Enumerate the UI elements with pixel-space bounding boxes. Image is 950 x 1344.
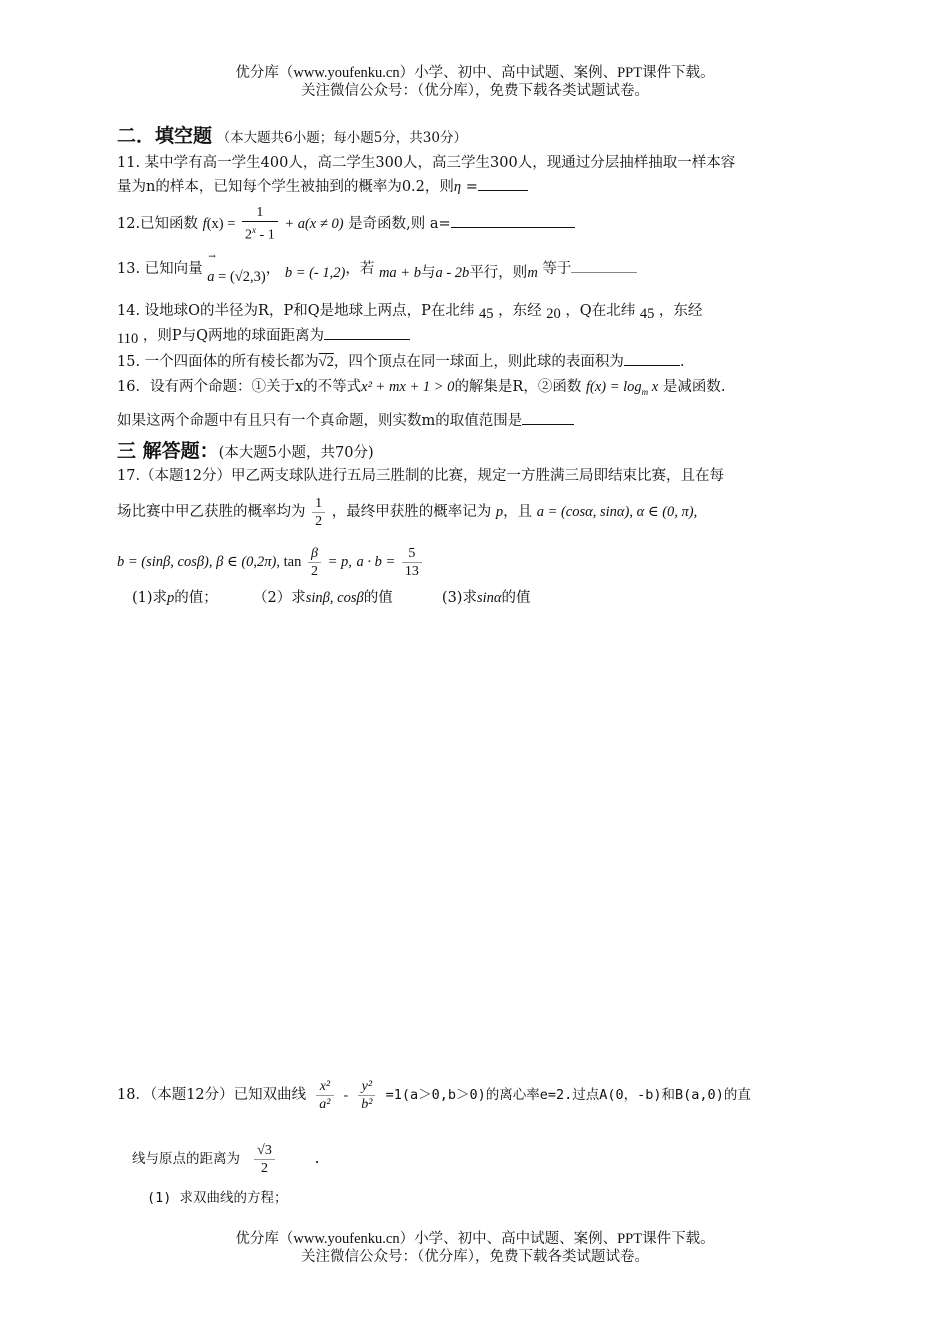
q15-sqrt: √2 bbox=[318, 354, 334, 370]
q13-answer-blank[interactable] bbox=[571, 258, 637, 273]
q12-answer-blank[interactable] bbox=[451, 213, 575, 228]
q14-text-c: ，Q在北纬 bbox=[565, 303, 636, 319]
q14-line-1 bbox=[117, 300, 702, 322]
section2-title: 二．填空题 bbox=[117, 125, 213, 147]
q14-lat2: 45 bbox=[639, 306, 655, 322]
q12-fraction bbox=[242, 204, 278, 244]
q17-text-a: 场比赛中甲乙获胜的概率均为 bbox=[117, 504, 306, 520]
q16-answer-blank[interactable] bbox=[522, 410, 574, 425]
q17-eq-p: = p, bbox=[327, 554, 352, 570]
q15-line bbox=[117, 351, 685, 372]
q16-pre: 16．设有两个命题：①关于x的不等式 bbox=[117, 379, 362, 395]
q16-func: $f(x) = \log_m x$ bbox=[585, 379, 659, 397]
q14-text-d: ，东经 bbox=[658, 303, 703, 319]
q17-text-b: ，最终甲获胜的概率记为 bbox=[331, 504, 492, 520]
q17-parts bbox=[132, 588, 531, 608]
q11-eq: = bbox=[461, 179, 478, 195]
section2-heading bbox=[117, 126, 467, 148]
q13-pingxing: 平行，则 bbox=[469, 265, 528, 281]
q15-end: . bbox=[679, 354, 685, 370]
q12-pre: 12.已知函数 bbox=[117, 215, 199, 232]
q13-yu: 与 bbox=[420, 265, 436, 281]
q17-part2-m: sinβ, cosβ bbox=[305, 590, 364, 606]
q16-text: 如果这两个命题中有且只有一个真命题，则实数m的取值范围是 bbox=[117, 413, 523, 429]
q11-answer-blank[interactable] bbox=[478, 176, 528, 191]
q15-pre: 15. 一个四面体的所有棱长都为 bbox=[117, 354, 319, 370]
q13-pre: 13. 已知向量 bbox=[117, 261, 203, 277]
q14-lat1: 45 bbox=[478, 306, 494, 322]
q15-post: ，四个顶点在同一球面上，则此球的表面积为 bbox=[333, 354, 624, 370]
q14-lon2: 110 bbox=[117, 331, 139, 347]
q14-text-e: ，则P与Q两地的球面距离为 bbox=[142, 328, 324, 344]
q18-pre: 18．（本题12分）已知双曲线 bbox=[117, 1087, 307, 1103]
q14-text-b: ，东经 bbox=[498, 303, 542, 319]
q14-text-a: 14. 设地球O的半径为R，P和Q是地球上两点，P在北纬 bbox=[117, 303, 475, 319]
page-footer bbox=[0, 1230, 950, 1266]
q13-m: m bbox=[527, 265, 538, 281]
header-line-2: 关注微信公众号：（优分库），免费下载各类试题试卷。 bbox=[301, 83, 649, 99]
q16-line-2 bbox=[117, 410, 574, 431]
q16-mid: 的解集是R，②函数 bbox=[454, 379, 582, 395]
q17-half-fraction: $\frac{1}{2}$ bbox=[312, 495, 325, 530]
q13-expr: ma + b bbox=[378, 265, 421, 281]
q14-line-2 bbox=[117, 325, 410, 347]
q18-part1: (1) 求双曲线的方程； bbox=[147, 1190, 288, 1206]
q17-part1-b: 的值； bbox=[174, 590, 218, 606]
q12-numerator: 1 bbox=[256, 205, 264, 220]
q14-answer-blank[interactable] bbox=[324, 325, 410, 340]
footer-line-2: 关注微信公众号：（优分库），免费下载各类试题试卷。 bbox=[301, 1249, 649, 1265]
q17-ratio-fraction: $\frac{5}{13}$ bbox=[402, 545, 422, 580]
q11-line-1: 11. 某中学有高一学生400人，高二学生300人，高三学生300人，现通过分层抽样抽取一样本容 bbox=[117, 155, 736, 171]
footer-line-1: 优分库（www.youfenku.cn）小学、初中、高中试题、案例、PPT课件下载。 bbox=[235, 1231, 715, 1247]
q17-line-3 bbox=[117, 542, 424, 582]
q13-b: b = (- 1,2) bbox=[284, 265, 346, 281]
section3-heading bbox=[117, 441, 374, 463]
section2-note: （本大题共6小题；每小题5分，共30分） bbox=[216, 130, 467, 146]
q18-dot: . bbox=[312, 1151, 322, 1167]
q13-ruo: ，若 bbox=[345, 261, 375, 277]
q17-line-1: 17.（本题12分）甲乙两支球队进行五局三胜制的比赛，规定一方胜满三局即结束比赛，且在每 bbox=[117, 468, 725, 484]
q17-part2-b: 的值 bbox=[363, 590, 393, 606]
q18-post: =1(a＞0,b＞0)的离心率e=2.过点A(0，-b)和B(a,0)的直 bbox=[385, 1087, 751, 1103]
q18-text: 线与原点的距离为 bbox=[132, 1151, 240, 1167]
q18-line-2 bbox=[132, 1136, 321, 1182]
q18-line-1 bbox=[117, 1072, 751, 1118]
q17-part3-m: sinα bbox=[476, 590, 502, 606]
q16-ineq: x² + mx + 1 > 0 bbox=[361, 379, 455, 395]
q12-f: f bbox=[202, 215, 207, 232]
q13-dengyu: 等于 bbox=[542, 261, 572, 277]
q12-tail: + a(x ≠ 0) bbox=[284, 215, 344, 232]
q17-part3-a: (3)求 bbox=[441, 590, 477, 606]
q17-line-2 bbox=[117, 492, 697, 532]
section3-note: (本大题5小题，共70分) bbox=[218, 445, 374, 461]
q13-sep: ， bbox=[265, 261, 281, 277]
q17-beta-fraction: $\frac{\beta}{2}$ bbox=[308, 545, 321, 580]
header-line-1: 优分库（www.youfenku.cn）小学、初中、高中试题、案例、PPT课件下载。 bbox=[235, 65, 715, 81]
q11-text: 量为n的样本，已知每个学生被抽到的概率为0.2，则 bbox=[117, 179, 454, 195]
q16-post: 是减函数. bbox=[662, 379, 726, 395]
q17-dot: a · b = bbox=[356, 554, 396, 570]
q17-part2-a: （2）求 bbox=[253, 590, 306, 606]
q18-x-fraction: $\frac{\text{x²}}{\text{a²}}$ bbox=[316, 1078, 333, 1113]
q17-part1-a: (1)求 bbox=[132, 590, 168, 606]
q17-part3-b: 的值 bbox=[501, 590, 531, 606]
q18-y-fraction: $\frac{\text{y²}}{\text{b²}}$ bbox=[358, 1078, 375, 1113]
q12-fx-arg: (x) = bbox=[206, 215, 236, 232]
q14-lon1: 20 bbox=[546, 306, 561, 322]
q12-post: 是奇函数,则 a= bbox=[348, 215, 451, 232]
q11-eta: η bbox=[453, 179, 462, 195]
q17-p: p bbox=[495, 504, 504, 520]
q13-vector-a: → a = (√2,3) bbox=[207, 252, 266, 285]
q18-minus: - bbox=[343, 1087, 349, 1102]
page-header bbox=[0, 64, 950, 100]
q17-a-def: a = (cosα, sinα), α ∈ (0, π), bbox=[536, 504, 698, 520]
q12-line bbox=[117, 204, 575, 244]
q17-text-c: ，且 bbox=[503, 504, 533, 520]
q17-tan: , tan bbox=[276, 554, 302, 570]
q18-sqrt3-fraction: $\frac{√3}{2}$ bbox=[254, 1142, 275, 1177]
q12-denominator: 2$^x$ - 1 bbox=[242, 221, 278, 244]
q17-b-def: b = (sinβ, cosβ), β ∈ (0,2π) bbox=[117, 554, 277, 570]
q11-line-2 bbox=[117, 176, 528, 197]
q13-line bbox=[117, 252, 637, 285]
q13-expr2: a - 2b bbox=[435, 265, 470, 281]
q16-line-1 bbox=[117, 377, 725, 402]
q15-answer-blank[interactable] bbox=[624, 351, 680, 366]
q17-part1-p: p bbox=[167, 590, 175, 606]
section3-title: 三 解答题： bbox=[117, 440, 219, 462]
